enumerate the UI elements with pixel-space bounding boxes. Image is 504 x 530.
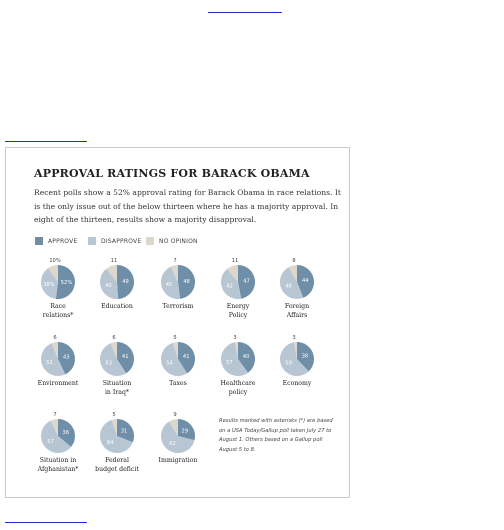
pie-11 xyxy=(37,412,79,473)
no-opinion-value: 6 xyxy=(112,335,116,341)
pie-3 xyxy=(161,258,195,310)
pie-5 xyxy=(280,258,314,319)
no-opinion-value: 9 xyxy=(173,412,177,418)
pie-4 xyxy=(221,258,255,319)
pie-label: Immigration xyxy=(158,457,198,464)
no-opinion-value: 6 xyxy=(53,335,57,341)
pie-label: Healthcare policy xyxy=(220,380,256,396)
approve-value: 48 xyxy=(183,279,190,285)
pie-12 xyxy=(95,412,139,473)
disapprove-value: 64 xyxy=(106,439,114,446)
no-opinion-value: 5 xyxy=(112,412,116,418)
disapprove-value: 62 xyxy=(169,441,176,448)
legend-no-opinion-label: NO OPINION xyxy=(159,237,198,245)
disapprove-value: 48 xyxy=(285,283,292,290)
disapprove-value: 54 xyxy=(166,360,173,367)
pie-10 xyxy=(280,335,314,387)
disapprove-value: 45 xyxy=(165,282,173,289)
pie-label: Race relations* xyxy=(42,303,74,319)
approve-value: 49 xyxy=(122,279,129,286)
approve-value: 36 xyxy=(62,429,70,436)
pie-8 xyxy=(161,335,195,387)
approve-value: 52% xyxy=(60,280,73,286)
disapprove-value: 42 xyxy=(226,283,233,290)
approve-value: 31 xyxy=(120,428,128,435)
approve-value: 44 xyxy=(301,277,309,284)
disapprove-value: 53 xyxy=(105,360,113,367)
pie-label: Education xyxy=(101,303,133,310)
chart-title: APPROVAL RATINGS FOR BARACK OBAMA xyxy=(34,167,310,180)
disapprove-value: 40 xyxy=(104,282,112,289)
pie-6 xyxy=(38,335,79,387)
approve-value: 41 xyxy=(121,354,129,361)
no-opinion-value: 11 xyxy=(110,258,118,264)
pie-label: Environment xyxy=(37,380,79,387)
approve-value: 43 xyxy=(62,354,70,361)
legend-disapprove-label: DISAPPROVE xyxy=(101,237,142,245)
pie-7 xyxy=(100,335,134,396)
pie-label: Foreign Affairs xyxy=(284,303,310,319)
disapprove-value: 59 xyxy=(285,360,293,367)
approve-value: 47 xyxy=(243,278,250,285)
legend-approve-label: APPROVE xyxy=(48,237,78,245)
pie-2 xyxy=(100,258,134,310)
pie-label: Economy xyxy=(282,380,312,387)
disapprove-value: 51 xyxy=(46,360,53,367)
disapprove-value: 57 xyxy=(47,439,54,446)
disapprove-value: 57 xyxy=(226,360,233,367)
approve-value: 38 xyxy=(301,353,309,360)
no-opinion-value: 11 xyxy=(231,258,239,264)
footnote: Results marked with asterisks (*) are based on a USA Today/Gallup poll taken July 27 to August 1. Others based on a Gallup poll August 5 to 8. xyxy=(219,418,333,453)
approve-value: 40 xyxy=(242,353,250,360)
no-opinion-value: 10% xyxy=(49,258,61,264)
approve-value: 29 xyxy=(181,428,189,435)
no-opinion-value: 7 xyxy=(173,258,177,264)
disapprove-value: 38% xyxy=(43,281,55,288)
pie-label: Federal budget deficit xyxy=(95,457,139,473)
no-opinion-value: 3 xyxy=(233,335,237,341)
pie-label: Terrorism xyxy=(162,303,194,310)
pie-label: Situation in Afghanistan* xyxy=(37,457,79,473)
no-opinion-value: 5 xyxy=(173,335,177,341)
approve-value: 41 xyxy=(182,354,190,361)
pie-9 xyxy=(221,335,256,396)
pie-label: Taxes xyxy=(169,380,187,387)
pie-13 xyxy=(159,412,198,464)
no-opinion-value: 3 xyxy=(292,335,296,341)
pie-label: Energy Policy xyxy=(226,303,250,319)
pie-label: Situation in Iraq* xyxy=(102,380,132,396)
no-opinion-value: 7 xyxy=(53,412,57,418)
no-opinion-value: 8 xyxy=(292,258,296,264)
chart-subtitle: Recent polls show a 52% approval rating for Barack Obama in race relations. It is the only issue out of the below thirteen where he has a majority approval. In eight of the thirteen, results show a majority disapproval. xyxy=(34,188,341,224)
pie-1 xyxy=(41,258,75,319)
